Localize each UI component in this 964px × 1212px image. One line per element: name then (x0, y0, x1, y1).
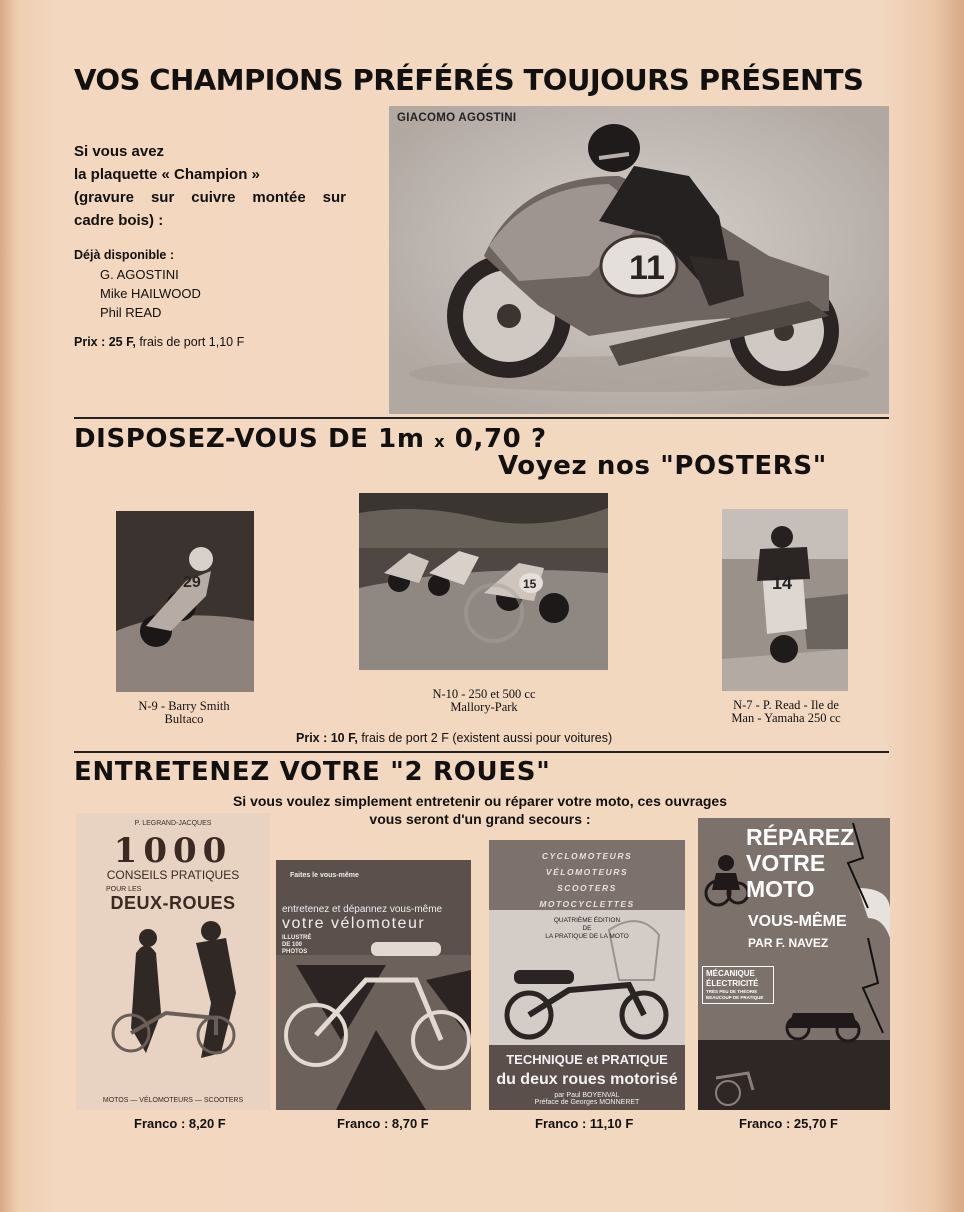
book1-number: 1000 (113, 831, 233, 871)
book3-author-line: Préface de Georges MONNERET (534, 1099, 640, 1106)
plaque-shipping: frais de port 1,10 F (139, 335, 245, 349)
plaque-price-label: Prix : 25 F, (74, 335, 136, 349)
posters-price-label: Prix : 10 F, (296, 731, 358, 745)
poster-caption-line: N-10 - 250 et 500 cc (432, 687, 536, 701)
book1-title: CONSEILS PRATIQUES (106, 868, 240, 882)
book3-edition-line: DE (582, 925, 592, 932)
poster-caption-line: Bultaco (164, 712, 204, 726)
book4-author: PAR F. NAVEZ (748, 936, 829, 950)
plaque-title: GIACOMO AGOSTINI (397, 112, 517, 124)
book4-title-line: VOTRE (746, 850, 826, 876)
poster-n10-image (359, 493, 608, 670)
section-divider (74, 751, 889, 753)
champion-name: Mike HAILWOOD (100, 286, 201, 301)
svg-text:29: 29 (183, 574, 201, 591)
book2-price: Franco : 8,70 F (337, 1116, 429, 1131)
intro-line-3: (gravure sur cuivre montée sur (74, 189, 346, 206)
book-reparez-votre-moto-cover (698, 818, 890, 1110)
book2-title: votre vélomoteur (282, 915, 426, 932)
section-divider (74, 417, 889, 419)
book3-edition-line: LA PRATIQUE DE LA MOTO (545, 933, 629, 940)
book3-title2: du deux roues motorisé (496, 1071, 678, 1088)
plaque-price (74, 335, 244, 349)
intro-line-1: Si vous avez (74, 143, 165, 160)
book1-price: Franco : 8,20 F (134, 1116, 226, 1131)
poster-caption-line: Man - Yamaha 250 cc (731, 711, 841, 725)
book1-pour: POUR LES (106, 886, 142, 893)
svg-text:15: 15 (523, 577, 537, 591)
books-intro (180, 792, 780, 828)
book3-list-item: CYCLOMOTEURS (541, 851, 633, 861)
available-list (74, 245, 201, 322)
book2-top-text: Faites le vous-même (290, 872, 359, 879)
book3-list-item: MOTOCYCLETTES (539, 899, 635, 909)
posters-heading-part2: 0,70 ? (454, 424, 547, 454)
book3-list (489, 848, 685, 912)
agostini-plaque-image (389, 106, 889, 414)
poster-caption-line: N-9 - Barry Smith (138, 699, 230, 713)
intro-line-4: cadre bois) : (74, 212, 164, 229)
book1-footer: MOTOS — VÉLOMOTEURS — SCOOTERS (102, 1097, 244, 1104)
posters-heading-part1: DISPOSEZ-VOUS DE 1m (74, 424, 425, 454)
book4-topics-box (702, 966, 774, 1004)
book3-edition (489, 917, 685, 941)
poster-n10-caption (399, 688, 569, 714)
book3-author-line: par Paul BOYENVAL (554, 1092, 620, 1099)
book4-topic-note: BEAUCOUP DE PRATIQUE (706, 995, 764, 1000)
books-intro-line: Si vous voulez simplement entretenir ou réparer votre moto, ces ouvrages (232, 793, 728, 809)
posters-shipping: frais de port 2 F (existent aussi pour voitures) (361, 731, 613, 745)
book4-title (746, 824, 854, 902)
poster-n7-image (722, 509, 848, 691)
posters-heading (74, 424, 547, 454)
books-intro-line: vous seront d'un grand secours : (369, 811, 591, 827)
book-velomoteur-cover (276, 860, 471, 1110)
intro-line-2: la plaquette « Champion » (74, 166, 260, 183)
book2-side-text: ILLUSTRÉ DE 100 PHOTOS (282, 935, 312, 955)
champion-name: Phil READ (100, 305, 162, 320)
book-technique-pratique-cover (489, 840, 685, 1110)
available-heading: Déjà disponible : (74, 248, 175, 262)
book4-topic: ÉLECTRICITÉ (706, 979, 759, 988)
svg-text:11: 11 (629, 249, 665, 287)
posters-heading-line2: Voyez nos "POSTERS" (498, 451, 827, 481)
book3-title1: TECHNIQUE et PRATIQUE (506, 1052, 668, 1067)
book4-title-line: RÉPAREZ (746, 824, 855, 850)
book3-list-item: VÉLOMOTEURS (545, 867, 629, 877)
poster-n9-caption (104, 700, 264, 726)
posters-price (296, 731, 612, 745)
book3-list-item: SCOOTERS (557, 883, 617, 893)
book3-authors (489, 1092, 685, 1106)
poster-n7-caption (700, 699, 872, 725)
books-heading: ENTRETENEZ VOTRE "2 ROUES" (74, 757, 551, 787)
book4-title-line: MOTO (746, 876, 815, 902)
posters-heading-times: x (434, 432, 446, 451)
book1-subject: DEUX-ROUES (110, 893, 236, 913)
book-1000-conseils-cover (76, 813, 270, 1110)
poster-n9-image (116, 511, 254, 692)
book4-vous-meme: VOUS-MÊME (748, 913, 847, 930)
book1-author: P. LEGRAND-JACQUES (134, 820, 212, 827)
champion-name: G. AGOSTINI (100, 267, 179, 282)
champions-heading: VOS CHAMPIONS PRÉFÉRÉS TOUJOURS PRÉSENTS (74, 64, 864, 97)
book2-line1: entretenez et dépannez vous-même (282, 904, 443, 915)
plaque-intro-text (74, 140, 346, 232)
svg-text:14: 14 (772, 573, 793, 593)
book3-edition-line: QUATRIÈME ÉDITION (553, 917, 621, 924)
poster-caption-line: Mallory-Park (450, 700, 518, 714)
book3-price: Franco : 11,10 F (535, 1116, 634, 1131)
book4-topic: MÉCANIQUE (706, 969, 755, 978)
book4-topic-note: TRÈS PEU DE THÉORIE (706, 989, 758, 994)
poster-caption-line: N-7 - P. Read - Ile de (733, 698, 839, 712)
book4-price: Franco : 25,70 F (739, 1116, 838, 1131)
